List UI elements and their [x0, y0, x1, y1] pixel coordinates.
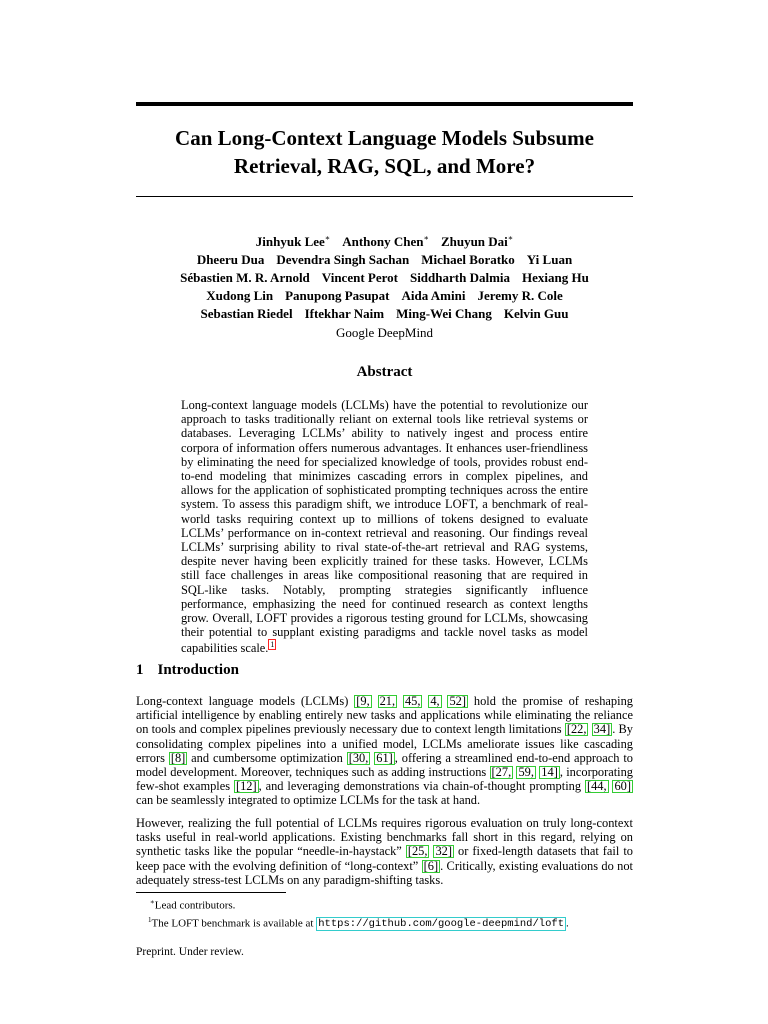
loft-repo-link[interactable]: https://github.com/google-deepmind/loft — [318, 918, 564, 931]
citation-link[interactable]: 61] — [376, 750, 393, 765]
citation-link[interactable]: [12] — [235, 779, 257, 794]
footnotes — [150, 895, 569, 931]
footnote-rule — [136, 892, 286, 893]
citation-link[interactable]: 45, — [404, 694, 421, 708]
abstract-text — [181, 398, 588, 656]
paragraph-text: . Critically, existing evaluations do not adequately stress-test LCLMs on any paradigm-shifting tasks. — [136, 858, 633, 887]
title-top-rule — [136, 102, 633, 106]
footnote-1-text: Lead contributors. — [154, 899, 236, 912]
citation-link[interactable]: 4, — [430, 694, 440, 708]
footnote-2-text: The LOFT benchmark is available at — [151, 917, 317, 930]
author-name: Siddharth Dalmia — [409, 270, 511, 286]
author-name: Michael Boratko — [421, 252, 515, 268]
footnote-ref-link[interactable]: 1 — [270, 640, 275, 650]
intro-paragraph-1 — [136, 694, 633, 808]
paragraph-text: However, realizing the full potential of LCLMs requires rigorous evaluation on truly long-context tasks useful in real-world applications. Existing benchmarks fall short in this regard, relying on synthetic tasks like the popular “needle-in-haystack” — [136, 816, 633, 859]
author-name: Jinhyuk Lee∗ — [255, 234, 331, 250]
abstract-heading: Abstract — [356, 364, 413, 380]
author-row — [136, 251, 633, 269]
citation-link[interactable]: 14] — [541, 765, 558, 780]
author-name: Devendra Singh Sachan — [276, 252, 410, 268]
citation-link[interactable]: 34] — [593, 722, 611, 737]
paragraph-text: hold the promise of reshaping artificial intelligence by enabling entirely new tasks and applications while eliminating the reliance on tools and complex pipelines previously necessary due to context length limitations — [136, 694, 633, 737]
citation-link[interactable]: [8] — [170, 750, 186, 765]
footnote-1 — [150, 895, 569, 913]
footnote-1-mark: ∗ — [150, 898, 155, 906]
paragraph-text: , and leveraging demonstrations via chain-of-thought prompting — [258, 779, 585, 794]
title-bottom-rule — [136, 196, 633, 197]
footnote-2 — [148, 913, 569, 932]
title-line-1: Can Long-Context Language Models Subsume — [175, 126, 594, 150]
equal-contribution-mark: ∗ — [324, 234, 331, 243]
author-name: Anthony Chen∗ — [342, 234, 429, 250]
preprint-notice: Preprint. Under review. — [136, 946, 244, 958]
author-row — [136, 230, 633, 251]
section-title: Introduction — [157, 662, 239, 678]
author-name: Vincent Perot — [321, 270, 398, 286]
affiliation: Google DeepMind — [335, 325, 434, 340]
citation-link[interactable]: 52] — [449, 694, 467, 708]
paragraph-text: or fixed-length datasets that fail to keep pace with the evolving definition of “long-context” — [136, 844, 633, 873]
author-list — [136, 230, 633, 323]
author-name: Sébastien M. R. Arnold — [180, 270, 310, 286]
citation-link[interactable]: 21, — [379, 694, 396, 708]
paragraph-text: and cumbersome optimization — [187, 750, 347, 765]
footnote-2-end: . — [566, 917, 569, 930]
author-name: Sebastian Riedel — [200, 306, 293, 322]
author-name: Iftekhar Naim — [304, 306, 385, 322]
citation-link[interactable]: [6] — [423, 858, 439, 873]
citation-link[interactable]: [25, — [407, 844, 428, 859]
footnote-2-mark: 1 — [148, 915, 152, 924]
citation-link[interactable]: 59, — [518, 765, 534, 780]
citation-link[interactable]: [30, — [348, 750, 369, 765]
author-name: Yi Luan — [526, 252, 573, 268]
paragraph-text: can be seamlessly integrated to optimize LCLMs for the task at hand. — [136, 793, 481, 808]
citation-link[interactable]: [44, — [586, 779, 607, 794]
paragraph-text: , incorporating few-shot examples — [136, 765, 633, 794]
intro-paragraph-2 — [136, 816, 633, 887]
paragraph-text: . By consolidating complex pipelines into a unified model, LCLMs ameliorate issues like cascading errors — [136, 722, 633, 765]
equal-contribution-mark: ∗ — [507, 234, 514, 243]
author-name: Hexiang Hu — [522, 270, 589, 286]
paper-title — [136, 124, 633, 180]
author-name: Kelvin Guu — [503, 306, 569, 322]
author-row — [136, 305, 633, 323]
citation-link[interactable]: [22, — [566, 722, 587, 737]
paragraph-text: , offering a streamlined end-to-end approach to model development. Moreover, techniques such as adding instructions — [136, 750, 633, 780]
citation-link[interactable]: [27, — [491, 765, 512, 780]
title-line-2: Retrieval, RAG, SQL, and More? — [233, 154, 536, 178]
author-name: Ming-Wei Chang — [396, 306, 492, 322]
section-number: 1 — [136, 662, 144, 678]
citation-link[interactable]: 60] — [614, 779, 631, 794]
citation-link[interactable]: [9, — [356, 694, 370, 708]
section-heading — [136, 662, 239, 679]
author-row — [136, 269, 633, 287]
author-name: Panupong Pasupat — [285, 288, 390, 304]
author-row — [136, 287, 633, 305]
author-name: Xudong Lin — [206, 288, 274, 304]
author-name: Dheeru Dua — [196, 252, 265, 268]
abstract-body: Long-context language models (LCLMs) have the potential to revolutionize our approach to tasks traditionally reliant on external tools like retrieval systems or databases. Leveraging LCLMs’ ability to natively ingest and process entire corpora of information offers numerous advantages. It enhances user-friendliness by eliminating the need for specialized knowledge of tools, provides robust end-to-end modeling that minimizes cascading errors in complex pipelines, and allows for the application of sophisticated prompting techniques across the entire system. To assess this paradigm shift, we introduce LOFT, a benchmark of real-world tasks requiring context up to millions of tokens designed to evaluate LCLMs’ performance on in-context retrieval and reasoning. Our findings reveal LCLMs’ surprising ability to rival state-of-the-art retrieval and RAG systems, despite never having been explicitly trained for these tasks. However, LCLMs still face challenges in areas like compositional reasoning that are required in SQL-like tasks. Notably, prompting strategies significantly influence performance, emphasizing the need for continued research as context lengths grow. Overall, LOFT provides a rigorous testing ground for LCLMs, showcasing their potential to supplant existing paradigms and tackle novel tasks as model capabilities scale. — [181, 398, 588, 656]
equal-contribution-mark: ∗ — [423, 234, 429, 243]
citation-link[interactable]: 32] — [435, 844, 452, 859]
author-name: Jeremy R. Cole — [477, 288, 563, 304]
author-name: Zhuyun Dai∗ — [440, 234, 514, 250]
author-name: Aida Amini — [401, 288, 466, 304]
paragraph-text: Long-context language models (LCLMs) — [136, 694, 355, 708]
